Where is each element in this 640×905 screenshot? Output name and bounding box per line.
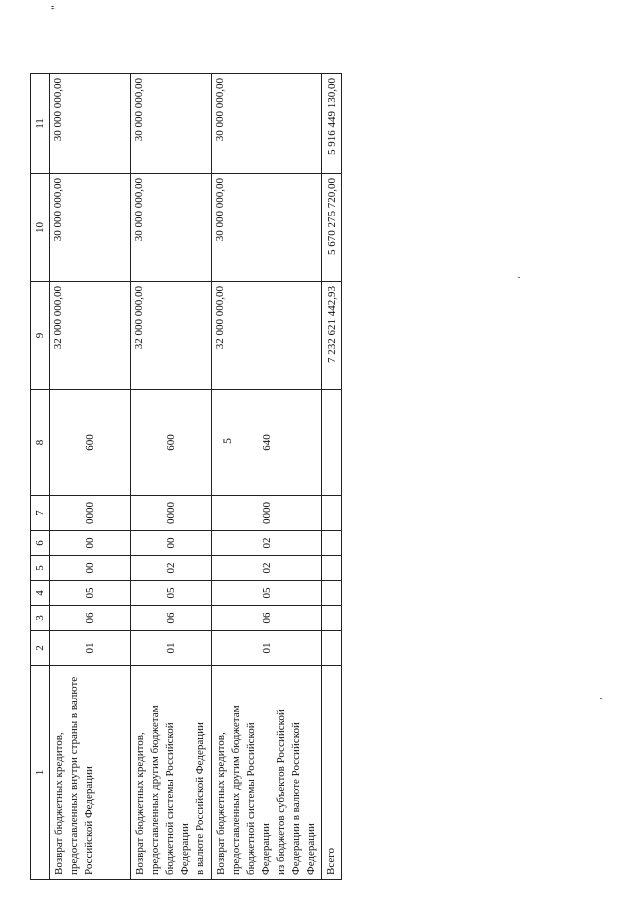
total-amount-cell: 5 916 449 130,00 — [322, 74, 342, 174]
amount-cell: 30 000 000,00 — [131, 174, 212, 282]
description-line: Возврат бюджетных кредитов, — [215, 732, 227, 875]
description-cell — [212, 666, 322, 880]
total-amount-cell: 7 232 621 442,93 — [322, 282, 342, 390]
code-cell: 05 — [131, 581, 212, 606]
header-row — [31, 74, 50, 880]
code-cell: 01 — [50, 631, 131, 666]
empty-cell — [322, 496, 342, 531]
header-cell: 1 — [31, 666, 50, 880]
description-line: предоставленных внутри страны в валюте — [68, 676, 80, 875]
code-cell: 00 — [131, 531, 212, 556]
empty-cell — [322, 390, 342, 496]
code-cell: 0000 — [131, 496, 212, 531]
amount-cell: 32 000 000,00 — [50, 282, 131, 390]
header-cell: 9 — [31, 282, 50, 390]
header-cell: 11 — [31, 74, 50, 174]
page-number: 5 — [220, 438, 234, 444]
code-cell: 01 — [131, 631, 212, 666]
code-cell: 06 — [212, 606, 322, 631]
table-row — [212, 74, 322, 880]
code-cell: 02 — [212, 531, 322, 556]
amount-cell: 30 000 000,00 — [212, 174, 322, 282]
empty-cell — [322, 631, 342, 666]
rotated-page — [20, 0, 640, 880]
description-line: в валюте Российской Федерации — [194, 722, 206, 875]
code-cell: 06 — [131, 606, 212, 631]
closing-quote-mark: " — [48, 5, 62, 10]
table-row — [131, 74, 212, 880]
code-cell: 600 — [50, 390, 131, 496]
header-cell: 3 — [31, 606, 50, 631]
description-cell — [50, 666, 131, 880]
empty-cell — [322, 556, 342, 581]
description-line: предоставленных другим бюджетам — [230, 705, 242, 875]
budget-sources-table — [30, 73, 342, 880]
description-cell — [131, 666, 212, 880]
header-cell: 7 — [31, 496, 50, 531]
description-line: бюджетной системы Российской Федерации — [164, 722, 191, 875]
description-line: Возврат бюджетных кредитов, — [53, 732, 65, 875]
header-cell: 2 — [31, 631, 50, 666]
header-cell: 10 — [31, 174, 50, 282]
table-row — [50, 74, 131, 880]
header-cell: 6 — [31, 531, 50, 556]
code-cell: 06 — [50, 606, 131, 631]
header-cell: 5 — [31, 556, 50, 581]
scan-speck — [600, 698, 602, 699]
empty-cell — [322, 581, 342, 606]
code-cell: 0000 — [212, 496, 322, 531]
code-cell: 05 — [212, 581, 322, 606]
code-cell: 00 — [50, 531, 131, 556]
empty-cell — [322, 606, 342, 631]
amount-cell: 32 000 000,00 — [131, 282, 212, 390]
amount-cell: 32 000 000,00 — [212, 282, 322, 390]
total-row — [322, 74, 342, 880]
description-line: из бюджетов субъектов Российской — [275, 709, 287, 875]
description-line: Федерации в валюте Российской Федерации — [290, 722, 317, 875]
description-line: Российской Федерации — [83, 766, 95, 875]
header-cell: 4 — [31, 581, 50, 606]
amount-cell: 30 000 000,00 — [212, 74, 322, 174]
amount-cell: 30 000 000,00 — [50, 174, 131, 282]
amount-cell: 30 000 000,00 — [131, 74, 212, 174]
description-line: предоставленных другим бюджетам — [149, 705, 161, 875]
code-cell: 600 — [131, 390, 212, 496]
code-cell: 05 — [50, 581, 131, 606]
code-cell: 01 — [212, 631, 322, 666]
code-cell: 00 — [50, 556, 131, 581]
total-amount-cell: 5 670 275 720,00 — [322, 174, 342, 282]
header-cell: 8 — [31, 390, 50, 496]
empty-cell — [322, 531, 342, 556]
total-label: Всего — [322, 666, 342, 880]
code-cell: 640 — [212, 390, 322, 496]
code-cell: 0000 — [50, 496, 131, 531]
scan-speck — [518, 277, 520, 278]
description-line: бюджетной системы Российской Федерации — [245, 722, 272, 875]
code-cell: 02 — [131, 556, 212, 581]
code-cell: 02 — [212, 556, 322, 581]
description-line: Возврат бюджетных кредитов, — [134, 732, 146, 875]
amount-cell: 30 000 000,00 — [50, 74, 131, 174]
